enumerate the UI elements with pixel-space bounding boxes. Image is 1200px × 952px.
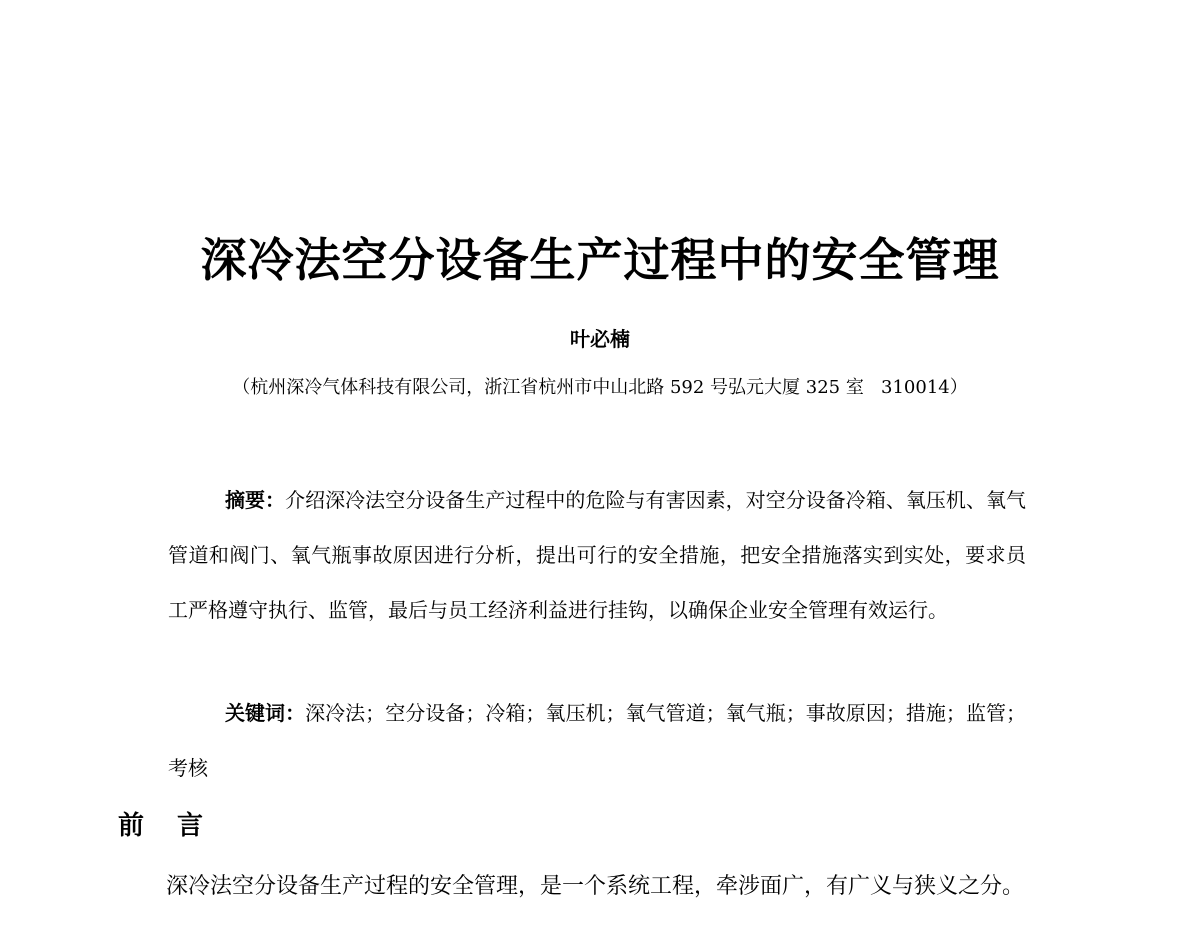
abstract-block bbox=[168, 473, 1026, 638]
abstract-text: 介绍深冷法空分设备生产过程中的危险与有害因素，对空分设备冷箱、氧压机、氧气管道和阀门、氧气瓶事故原因进行分析，提出可行的安全措施，把安全措施落实到实处，要求员工严格遵守执行、监管，最后与员工经济利益进行挂钩，以确保企业安全管理有效运行。 bbox=[168, 488, 1027, 622]
abstract-label: 摘要： bbox=[225, 488, 286, 512]
author-affiliation: （杭州深冷气体科技有限公司，浙江省杭州市中山北路 592 号弘元大厦 325 室 310014） bbox=[232, 377, 968, 398]
section-heading-preface: 前 言 bbox=[118, 811, 216, 841]
keywords-block bbox=[168, 686, 1026, 796]
paper-title: 深冷法空分设备生产过程中的安全管理 bbox=[200, 233, 1000, 287]
author-name: 叶必楠 bbox=[570, 327, 630, 351]
section-paragraph: 深冷法空分设备生产过程的安全管理，是一个系统工程，牵涉面广，有广义与狭义之分。 bbox=[166, 874, 1025, 899]
keywords-label: 关键词： bbox=[225, 701, 306, 725]
keywords-text: 深冷法；空分设备；冷箱；氧压机；氧气管道；氧气瓶；事故原因；措施；监管；考核 bbox=[168, 701, 1027, 780]
